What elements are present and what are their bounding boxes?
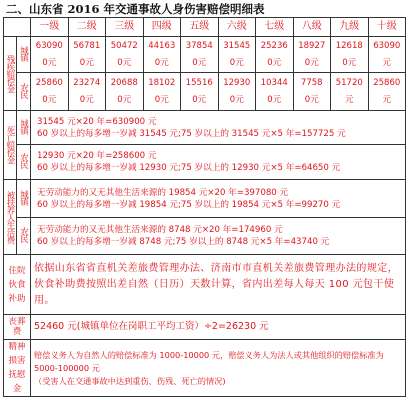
mental-row bbox=[4, 340, 406, 397]
compensation-table bbox=[3, 17, 406, 397]
death-rural-line: 60 岁以上的每多增一岁减 12930 元;75 岁以上的 12930 元×5 年=64650 元 bbox=[37, 163, 341, 173]
mental-line: （受害人在交通事故中达到重伤、伤残、死亡的情况) bbox=[34, 375, 226, 386]
funeral-row bbox=[4, 315, 406, 340]
dependent-rural-row bbox=[4, 218, 406, 255]
death-label: 死亡赔偿金 bbox=[5, 126, 15, 164]
death-urban-line: 31545 元×20 年=630900 元 bbox=[37, 116, 157, 127]
mental-line: 赔偿义务人为自然人的赔偿标准为 1000-10000 元，赔偿义务人为法人或其他组织的赔偿标准为 5000-100000 元 bbox=[34, 349, 384, 373]
level-header: 四级 bbox=[143, 18, 181, 37]
disability-rural-value: 51720 元 bbox=[331, 73, 369, 111]
level-header: 九级 bbox=[331, 18, 369, 37]
urban-label: 城镇 bbox=[17, 37, 31, 73]
dependent-urban-line: 无劳动能力的又无其他生活来源的 19854 元×20 年=397080 元 bbox=[37, 187, 289, 198]
dependent-rural-line: 无劳动能力的又无其他生活来源的 8748 元×20 年=174960 元 bbox=[37, 225, 283, 235]
death-urban-text bbox=[31, 111, 406, 145]
level-header: 六级 bbox=[218, 18, 256, 37]
disability-rural-value: 25860 元 bbox=[368, 73, 406, 111]
funeral-label: 丧葬费 bbox=[4, 315, 31, 340]
urban-label: 城镇 bbox=[17, 111, 31, 145]
level-header: 三级 bbox=[106, 18, 144, 37]
death-urban-row bbox=[4, 111, 406, 145]
disability-urban-value: 37854 0元 bbox=[181, 37, 219, 73]
disability-rural-value: 25860 0元 bbox=[31, 73, 69, 111]
dependent-rural-line: 60 岁以上的每多增一岁减 8748 元;75 岁以上的 8748 元×5 年=43740 元 bbox=[37, 237, 330, 247]
disability-urban-value: 56781 0元 bbox=[68, 37, 106, 73]
page-title: 二、山东省 2016 年交通事故人身伤害赔偿明细表 bbox=[6, 2, 265, 16]
disability-urban-value: 44163 0元 bbox=[143, 37, 181, 73]
level-header-row bbox=[4, 18, 406, 37]
disability-rural-value: 7758 0元 bbox=[293, 73, 331, 111]
mental-text bbox=[31, 340, 406, 397]
disability-urban-row bbox=[4, 37, 406, 73]
disability-urban-value: 31545 0元 bbox=[218, 37, 256, 73]
disability-rural-value: 10344 0元 bbox=[256, 73, 294, 111]
disability-rural-value: 23274 0元 bbox=[68, 73, 106, 111]
hospital-label: 住院伙食补助 bbox=[4, 255, 31, 315]
death-label-cell bbox=[4, 111, 17, 180]
level-header: 八级 bbox=[293, 18, 331, 37]
rural-label: 农民 bbox=[17, 145, 31, 180]
disability-label: 残疾赔偿金 bbox=[5, 54, 15, 93]
funeral-text: 52460 元(城镇单位在岗职工平均工资）÷2=26230 元 bbox=[31, 315, 406, 340]
level-header: 二级 bbox=[68, 18, 106, 37]
hospital-row bbox=[4, 255, 406, 315]
level-header: 五级 bbox=[181, 18, 219, 37]
disability-rural-row bbox=[4, 73, 406, 111]
death-rural-line: 12930 元×20 年=258600 元 bbox=[37, 151, 157, 161]
dependent-urban-row bbox=[4, 180, 406, 218]
urban-label: 城镇 bbox=[17, 180, 31, 218]
disability-urban-value: 25236 0元 bbox=[256, 37, 294, 73]
disability-label-cell bbox=[4, 37, 17, 111]
mental-label: 精神损害抚慰金 bbox=[4, 340, 31, 397]
level-header: 七级 bbox=[256, 18, 294, 37]
disability-rural-value: 12930 0元 bbox=[218, 73, 256, 111]
disability-urban-value: 63090 元 bbox=[368, 37, 406, 73]
death-urban-line: 60 岁以上的每多增一岁减 31545 元;75 岁以上的 31545 元×5 年=157725 元 bbox=[37, 128, 346, 139]
disability-rural-value: 18102 0元 bbox=[143, 73, 181, 111]
level-header: 一级 bbox=[31, 18, 69, 37]
death-rural-row bbox=[4, 145, 406, 180]
disability-urban-value: 50472 0元 bbox=[106, 37, 144, 73]
hospital-text: 依据山东省省直机关差旅费管理办法、济南市市直机关差旅费管理办法的规定，伙食补助费按照出差自然（日历）天数计算，省内出差每人每天 100 元包干使用。 bbox=[31, 255, 406, 315]
disability-urban-value: 12618 0元 bbox=[331, 37, 369, 73]
dependent-rural-text bbox=[31, 218, 406, 255]
death-rural-text bbox=[31, 145, 406, 180]
disability-rural-value: 15516 0元 bbox=[181, 73, 219, 111]
dependent-label: 被扶养人生活费 bbox=[5, 190, 15, 244]
dependent-urban-text bbox=[31, 180, 406, 218]
dependent-urban-line: 60 岁以上的每多增一岁减 19854 元;75 岁以上的 19854 元×5 年=99270 元 bbox=[37, 199, 341, 210]
level-header: 十级 bbox=[368, 18, 406, 37]
rural-label: 农民 bbox=[17, 218, 31, 255]
disability-rural-value: 20688 0元 bbox=[106, 73, 144, 111]
dependent-label-cell bbox=[4, 180, 17, 255]
rural-label: 农民 bbox=[17, 73, 31, 111]
disability-urban-value: 18927 0元 bbox=[293, 37, 331, 73]
disability-urban-value: 63090 0元 bbox=[31, 37, 69, 73]
